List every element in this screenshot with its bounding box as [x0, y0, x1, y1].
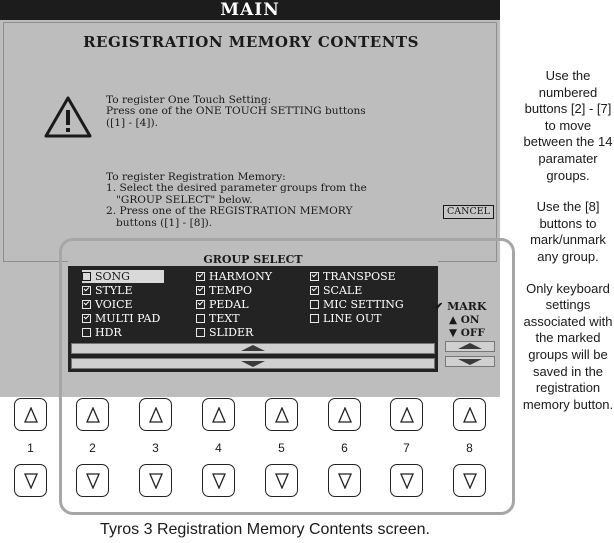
registration-message: To register Registration Memory: 1. Select the desired parameter groups from the "GROUP SELECT" below. 2. Press one of the REGISTRATION MEMORY buttons ([1] - [8]).: [106, 171, 367, 229]
group-item-label: TRANSPOSE: [323, 270, 396, 283]
button-number: 8: [466, 441, 473, 455]
triangle-up-icon: [274, 407, 290, 423]
button-5-down[interactable]: [265, 464, 298, 497]
side-note: Use the numbered buttons [2] - [7] to move between the 14 paramater groups. Use the [8] buttons to mark/unmark any group. Only keyboard settings associated with the marked groups will be saved in the registration memory button.: [522, 68, 614, 412]
button-7-down[interactable]: [390, 464, 423, 497]
triangle-down-icon: ▼: [449, 327, 458, 339]
group-item-label: VOICE: [95, 298, 133, 311]
group-item-label: TEXT: [209, 312, 240, 325]
group-item-label: TEMPO: [209, 284, 253, 297]
group-item-label: HARMONY: [209, 270, 272, 283]
cancel-button[interactable]: CANCEL: [443, 205, 494, 219]
triangle-up-icon: [85, 407, 101, 423]
button-number: 7: [403, 441, 410, 455]
button-2-up[interactable]: [76, 398, 109, 431]
button-4-down[interactable]: [202, 464, 235, 497]
button-5-up[interactable]: [265, 398, 298, 431]
triangle-down-icon: [274, 473, 290, 489]
group-select-title: GROUP SELECT: [203, 253, 303, 266]
button-6-down[interactable]: [328, 464, 361, 497]
group-item-label: MIC SETTING: [323, 298, 404, 311]
triangle-down-icon: [85, 473, 101, 489]
triangle-up-icon: [399, 407, 415, 423]
triangle-down-icon: [211, 473, 227, 489]
button-7-up[interactable]: [390, 398, 423, 431]
triangle-up-icon: [462, 407, 478, 423]
button-1-up[interactable]: [14, 398, 47, 431]
triangle-up-icon: [23, 407, 39, 423]
warning-icon: [44, 95, 92, 139]
checkmark-icon: ✔: [434, 300, 444, 313]
button-number: 2: [89, 441, 96, 455]
mark-label: ✔ MARK: [434, 300, 487, 313]
group-item-label: HDR: [95, 326, 122, 339]
group-item-label: MULTI PAD: [95, 312, 161, 325]
triangle-down-icon: [148, 473, 164, 489]
button-8-up[interactable]: [453, 398, 486, 431]
button-6-up[interactable]: [328, 398, 361, 431]
button-2-down[interactable]: [76, 464, 109, 497]
one-touch-message: To register One Touch Setting: Press one of the ONE TOUCH SETTING buttons ([1] - [4]).: [106, 94, 366, 129]
triangle-down-icon: [399, 473, 415, 489]
button-number: 6: [341, 441, 348, 455]
group-item-label: SCALE: [323, 284, 363, 297]
button-3-down[interactable]: [139, 464, 172, 497]
button-number: 5: [278, 441, 285, 455]
button-number: 1: [27, 441, 34, 455]
button-number: 4: [215, 441, 222, 455]
triangle-up-icon: [148, 407, 164, 423]
dialog-title: REGISTRATION MEMORY CONTENTS: [83, 33, 419, 51]
button-1-down[interactable]: [14, 464, 47, 497]
mark-off-label: ▼ OFF: [449, 327, 485, 339]
button-8-down[interactable]: [453, 464, 486, 497]
group-item-label: PEDAL: [209, 298, 249, 311]
triangle-up-icon: ▲: [449, 314, 458, 326]
group-item-label: STYLE: [95, 284, 133, 297]
screen-title: MAIN: [0, 0, 500, 20]
button-4-up[interactable]: [202, 398, 235, 431]
figure-caption: Tyros 3 Registration Memory Contents screen.: [100, 521, 430, 538]
triangle-up-icon: [211, 407, 227, 423]
button-number: 3: [152, 441, 159, 455]
button-3-up[interactable]: [139, 398, 172, 431]
mark-on-label: ▲ ON: [449, 314, 480, 326]
triangle-up-icon: [337, 407, 353, 423]
triangle-down-icon: [337, 473, 353, 489]
group-item-label: LINE OUT: [323, 312, 382, 325]
triangle-down-icon: [462, 473, 478, 489]
triangle-down-icon: [23, 473, 39, 489]
group-item-label: SONG: [95, 270, 130, 283]
group-item-label: SLIDER: [209, 326, 254, 339]
